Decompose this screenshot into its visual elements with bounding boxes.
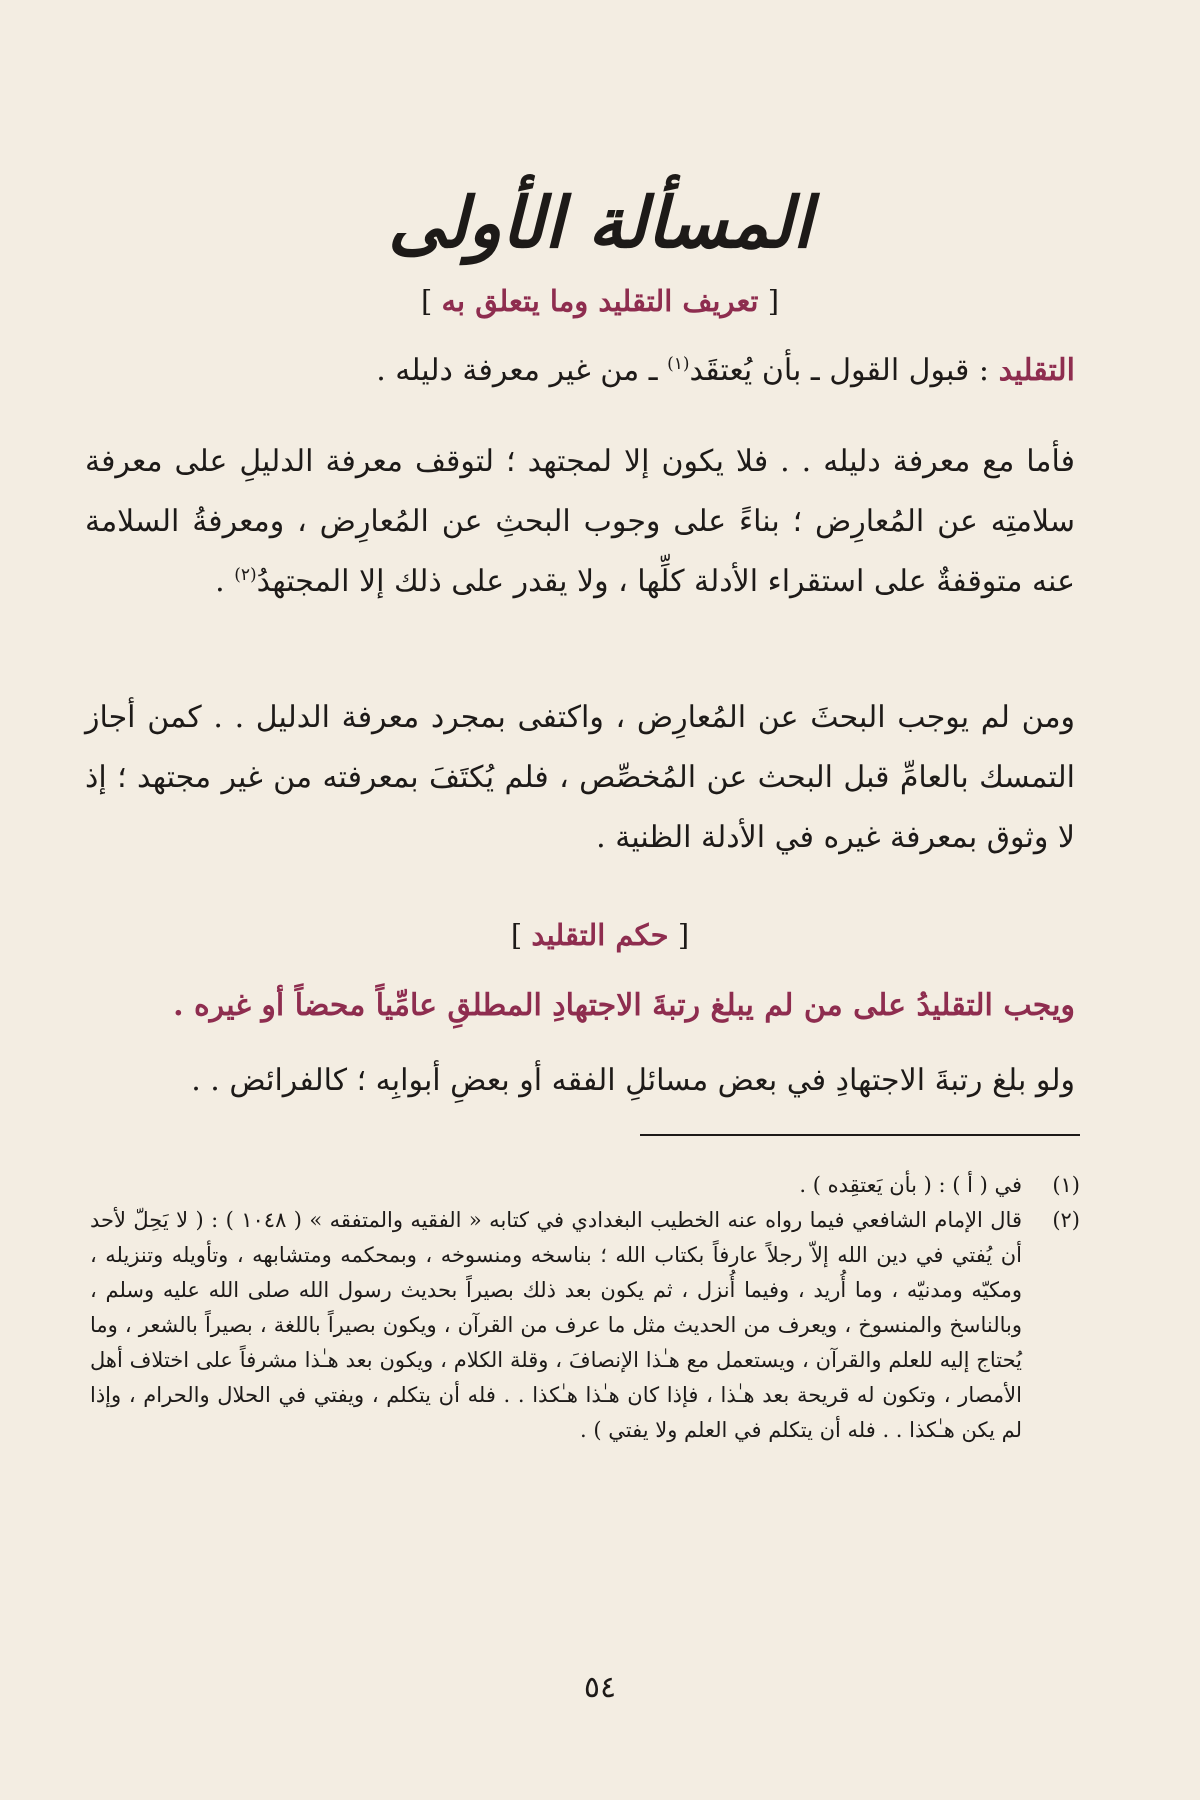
footnote-2 [90, 1203, 1080, 1448]
bracket-close: ] [420, 284, 442, 318]
footnote-1 [90, 1168, 1080, 1203]
bracket-open: [ [758, 284, 780, 318]
footnote-ref-2: (٢) [234, 565, 257, 585]
page-number: ٥٤ [583, 1670, 617, 1705]
definition-term: التقليد [998, 353, 1075, 388]
paragraph-evidence [85, 432, 1075, 612]
paragraph-partial-ijtihad-text: ولو بلغ رتبةَ الاجتهادِ في بعض مسائلِ الفقه أو بعضِ أبوابِه ؛ كالفرائض . . [191, 1063, 1075, 1098]
paragraph-no-search [85, 688, 1075, 868]
definition-paragraph [85, 350, 1075, 392]
definition-text-b: ـ من غير معرفة دليله . [376, 353, 668, 388]
paragraph-partial-ijtihad [85, 1060, 1075, 1102]
footnote-number: (١) [1052, 1173, 1080, 1197]
section-heading-definition [250, 284, 950, 318]
footnote-text: قال الإمام الشافعي فيما رواه عنه الخطيب البغدادي في كتابه « الفقيه والمتفقه » ( ١٠٤٨ ) : ( لا يَحِلّ لأحد أن يُفتي في دين الله إلاّ رجلاً عارفاً بكتاب الله ؛ بناسخه ومنسوخه ، وبمحكمه ومتشابهه ، وتأويله وتنزيله ، ومكيّه ومدنيّه ، وما أُريد ، وفيما أُنزل ، ثم يكون بعد ذلك بصيراً بحديث رسول الله صلى الله عليه وسلم ، وبالناسخ والمنسوخ ، ويعرف من الحديث مثل ما عرف من القرآن ، ويكون بصيراً باللغة ، بصيراً بالشعر ، وما يُحتاج إليه للعلم والقرآن ، ويستعمل مع هـٰذا الإنصافَ ، وقلة الكلام ، ويكون بعد هـٰذا مشرفاً على اختلاف أهل الأمصار ، وتكون له قريحة بعد هـٰذا ، فإذا كان هـٰذا هـٰكذا . . فله أن يتكلم ، ويفتي في الحلال والحرام ، وإذا لم يكن هـٰكذا . . فله أن يتكلم في العلم ولا يفتي ) . [90, 1208, 1022, 1442]
paragraph-no-search-text: ومن لم يوجب البحثَ عن المُعارِض ، واكتفى بمجرد معرفة الدليل . . كمن أجاز التمسك بالعامِّ قبل البحث عن المُخصِّص ، فلم يُكتَفَ بمعرفته من غير مجتهد ؛ إذ لا وثوق بمعرفة غيره في الأدلة الظنية . [85, 700, 1075, 855]
footnote-divider [640, 1134, 1080, 1136]
paragraph-evidence-text: فأما مع معرفة دليله . . فلا يكون إلا لمجتهد ؛ لتوقف معرفة الدليلِ على معرفة سلامتِه عن المُعارِض ؛ بناءً على وجوب البحثِ عن المُعارِض ، ومعرفةُ السلامة عنه متوقفةٌ على استقراء الأدلة كلِّها ، ولا يقدر على ذلك إلا المجتهدُ [85, 444, 1075, 599]
chapter-title: المسألة الأولى [388, 181, 812, 264]
section-heading-ruling-text: حكم التقليد [531, 918, 669, 952]
footnote-ref-1: (١) [667, 354, 690, 374]
paragraph-evidence-end: . [215, 564, 235, 599]
section-heading-definition-text: تعريف التقليد وما يتعلق به [441, 284, 759, 318]
footnote-text: في ( أ ) : ( بأن يَعتقِده ) . [799, 1173, 1022, 1197]
ruling-statement [85, 985, 1075, 1027]
ruling-statement-text: ويجب التقليدُ على من لم يبلغ رتبةَ الاجتهادِ المطلقِ عامِّياً محضاً أو غيره . [173, 988, 1075, 1023]
bracket-open: [ [668, 918, 690, 952]
footnote-number: (٢) [1052, 1208, 1080, 1232]
footnotes [90, 1168, 1080, 1448]
section-heading-ruling [250, 918, 950, 952]
bracket-close: ] [510, 918, 532, 952]
definition-text-a: : قبول القول ـ بأن يُعتقَد [689, 353, 999, 388]
